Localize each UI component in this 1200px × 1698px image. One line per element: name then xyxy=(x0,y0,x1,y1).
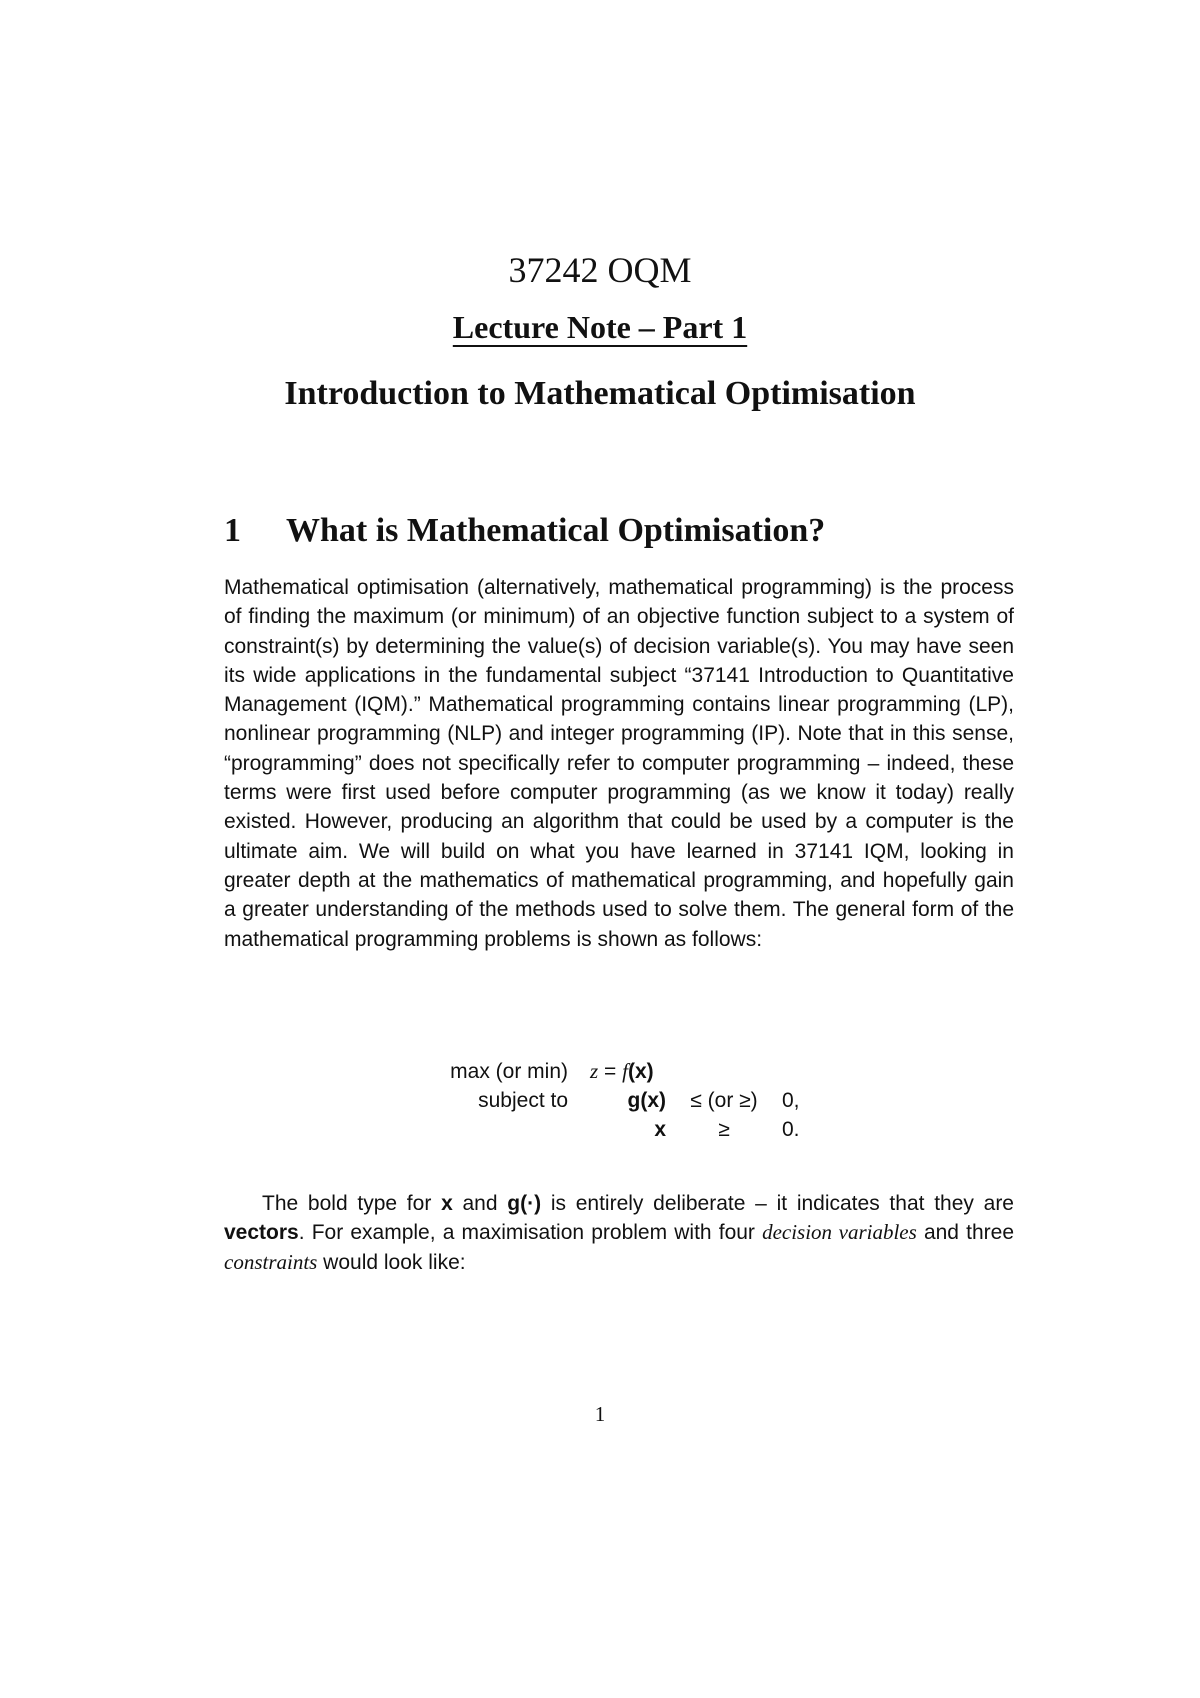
intro-paragraph: Mathematical optimisation (alternatively, mathematical programming) is the process of finding the maximum (or minimum) of an objective function subject to a system of constraint(s) by determining the value(s) of decision variable(s). You may have seen its wide applications in the fundamental subject “37141 Introduction to Quantitative Management (IQM).” Mathematical programming contains linear programming (LP), nonlinear programming (NLP) and integer programming (IP). Note that in this sense, “programming” does not specifically refer to computer programming – indeed, these terms were first used before computer programming (as we know it today) really existed. However, producing an algorithm that could be used by a computer is the ultimate aim. We will build on what you have learned in 37141 IQM, looking in greater depth at the mathematics of mathematical programming, and hopefully gain a greater understanding of the methods used to solve them. The general form of the mathematical programming problems is shown as follows: xyxy=(224,576,1014,951)
objective-label: max (or min) xyxy=(450,1060,568,1083)
nonnegativity-rhs: 0. xyxy=(782,1118,800,1141)
objective-variable: z xyxy=(590,1059,599,1083)
constraints-term: constraints xyxy=(224,1249,318,1274)
vector-g: g(·) xyxy=(507,1192,542,1215)
course-code: 37242 OQM xyxy=(508,250,692,290)
nonnegativity-label xyxy=(408,1115,590,1144)
general-form-formula xyxy=(408,1057,822,1144)
formula-objective-row xyxy=(408,1057,822,1086)
vectors-text-3: is entirely deliberate – it indicates that they are xyxy=(541,1192,1014,1215)
objective-argument: (x) xyxy=(627,1060,654,1083)
formula-constraint-row xyxy=(408,1086,822,1115)
nonnegativity-relation: ≥ xyxy=(718,1118,730,1141)
vectors-term: vectors xyxy=(224,1221,299,1245)
vectors-text-6: would look like: xyxy=(317,1250,466,1274)
vectors-text-4: . For example, a maximisation problem with four xyxy=(298,1221,763,1245)
constraint-lhs: g(x) xyxy=(627,1089,666,1112)
formula-nonnegativity-row xyxy=(408,1115,822,1144)
objective-expression xyxy=(590,1057,822,1086)
nonnegativity-lhs: x xyxy=(654,1118,666,1141)
constraint-rhs: 0, xyxy=(782,1089,800,1112)
vectors-text-5: and three xyxy=(916,1221,1014,1245)
vectors-paragraph xyxy=(224,1189,1014,1277)
decision-variables-term: decision variables xyxy=(762,1220,917,1245)
objective-function: f xyxy=(622,1059,628,1083)
vector-x: x xyxy=(441,1192,453,1215)
objective-equals: = xyxy=(598,1060,623,1083)
lecture-subtitle xyxy=(0,307,1200,347)
constraint-relation: ≤ (or ≥) xyxy=(690,1089,758,1112)
constraint-label: subject to xyxy=(478,1089,568,1112)
lecture-subtitle-text: Lecture Note – Part 1 xyxy=(452,309,748,345)
section-number: 1 xyxy=(224,512,241,549)
vectors-text-2: and xyxy=(452,1192,508,1215)
document-title: Introduction to Mathematical Optimisation xyxy=(284,375,916,412)
page-number: 1 xyxy=(594,1402,606,1426)
section-title: What is Mathematical Optimisation? xyxy=(286,512,826,549)
vectors-text-1: The bold type for xyxy=(262,1192,442,1215)
section-heading xyxy=(224,510,825,552)
